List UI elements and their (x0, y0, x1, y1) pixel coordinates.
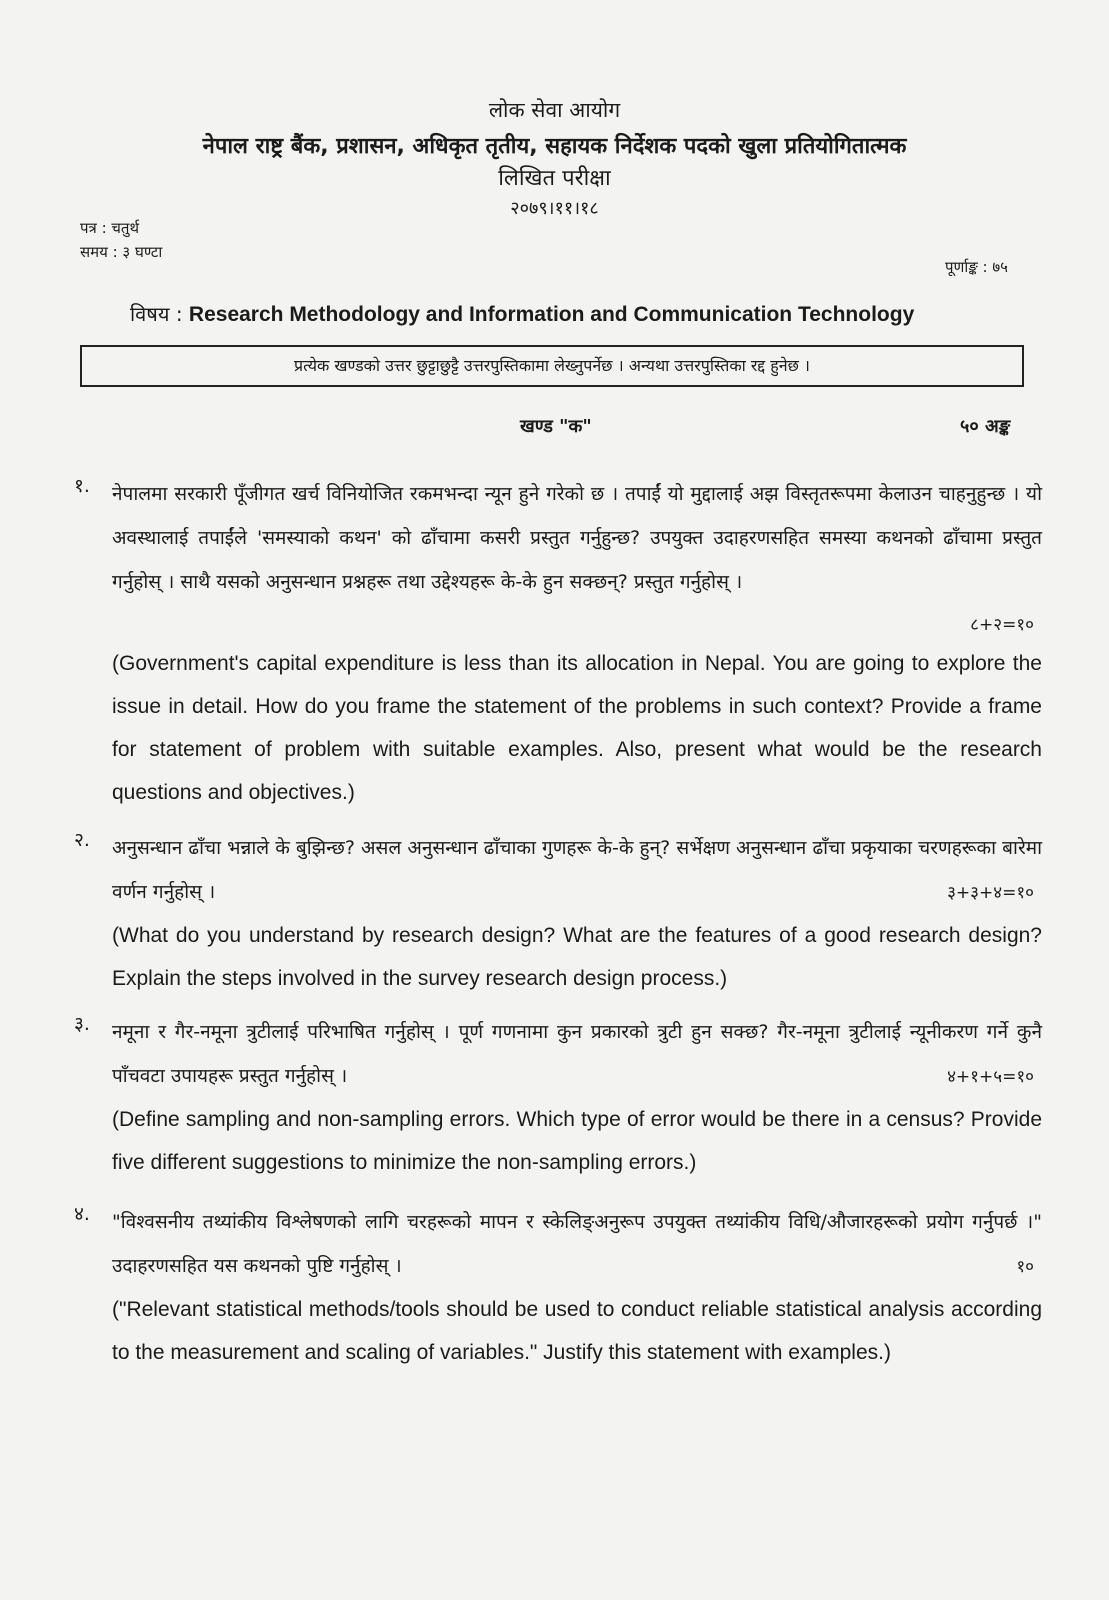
question-text-nepali: अनुसन्धान ढाँचा भन्नाले के बुझिन्छ? असल अनुसन्धान ढाँचाका गुणहरू के-के हुन्? सर्भेक्षण अनुसन्धान ढाँचा प्रकृयाका चरणहरूका बारेमा वर्णन गर्नुहोस् । (112, 837, 1042, 903)
exam-date: २०७९।११।१८ (510, 198, 599, 219)
question-number: ४. (74, 1203, 90, 1225)
question-text-english: (What do you understand by research design? What are the features of a good research design? Explain the steps involved in the survey research design process.) (112, 924, 1042, 990)
question-text-nepali: नमूना र गैर-नमूना त्रुटीलाई परिभाषित गर्नुहोस् । पूर्ण गणनामा कुन प्रकारको त्रुटी हुन सक्छ? गैर-नमूना त्रुटीलाई न्यूनीकरण गर्ने कुनै पाँचवटा उपायहरू प्रस्तुत गर्नुहोस् । (112, 1021, 1042, 1087)
question-marks: १० (1016, 1257, 1034, 1277)
question-text-english: (Government's capital expenditure is less than its allocation in Nepal. You are going to explore the issue in detail. How do you frame the statement of the problems in such context? Provide a frame for statement of problem with suitable examples. Also, present what would be the research questions and objectives.) (112, 652, 1042, 804)
question-number: ३. (74, 1013, 90, 1035)
question-number: २. (74, 829, 90, 851)
question-text-english: ("Relevant statistical methods/tools should be used to conduct reliable statistical analysis according to the measurement and scaling of variables." Justify this statement with examples.) (112, 1298, 1042, 1364)
question-text-nepali: "विश्वसनीय तथ्यांकीय विश्लेषणको लागि चरहरूको मापन र स्केलिङ्अनुरूप उपयुक्त तथ्यांकीय विधि/औजारहरूको प्रयोग गर्नुपर्छ ।" उदाहरणसहित यस कथनको पुष्टि गर्नुहोस् । (112, 1211, 1042, 1277)
question-marks: ३+३+४=१० (947, 883, 1034, 903)
exam-title: नेपाल राष्ट्र बैंक, प्रशासन, अधिकृत तृतीय, सहायक निर्देशक पदको खुला प्रतियोगितात्मक (202, 134, 907, 159)
exam-subtitle: लिखित परीक्षा (498, 166, 611, 191)
question-number: १. (74, 475, 90, 497)
question-text-nepali: नेपालमा सरकारी पूँजीगत खर्च विनियोजित रकमभन्दा न्यून हुने गरेको छ । तपाईं यो मुद्दालाई अझ विस्तृतरूपमा केलाउन चाहनुहुन्छ । यो अवस्थालाई तपाईंले 'समस्याको कथन' को ढाँचामा कसरी प्रस्तुत गर्नुहुन्छ? उपयुक्त उदाहरणसहित समस्या कथनको ढाँचामा प्रस्तुत गर्नुहोस् । साथै यसको अनुसन्धान प्रश्नहरू तथा उद्देश्यहरू के-के हुन सक्छन्? प्रस्तुत गर्नुहोस् । (112, 483, 1042, 593)
paper-number: पत्र : चतुर्थ (80, 219, 140, 237)
question-marks: ८+२=१० (970, 615, 1034, 635)
section-marks: ५० अङ्क (960, 416, 1011, 437)
subject-label: विषय : (130, 302, 183, 326)
instruction-box: प्रत्येक खण्डको उत्तर छुट्टाछुट्टै उत्तरपुस्तिकामा लेख्नुपर्नेछ । अन्यथा उत्तरपुस्तिका रद्द हुनेछ । (80, 345, 1024, 387)
question-text-english: (Define sampling and non-sampling errors. Which type of error would be there in a census? Provide five different suggestions to minimize the non-sampling errors.) (112, 1108, 1042, 1174)
question-marks: ४+१+५=१० (947, 1067, 1034, 1087)
full-marks: पूर्णाङ्क : ७५ (945, 258, 1008, 276)
section-title: खण्ड "क" (520, 416, 592, 437)
subject-line (130, 300, 914, 327)
subject-name: Research Methodology and Information and Communication Technology (188, 303, 915, 326)
organization-name: लोक सेवा आयोग (488, 98, 621, 122)
exam-duration: समय : ३ घण्टा (80, 243, 163, 261)
